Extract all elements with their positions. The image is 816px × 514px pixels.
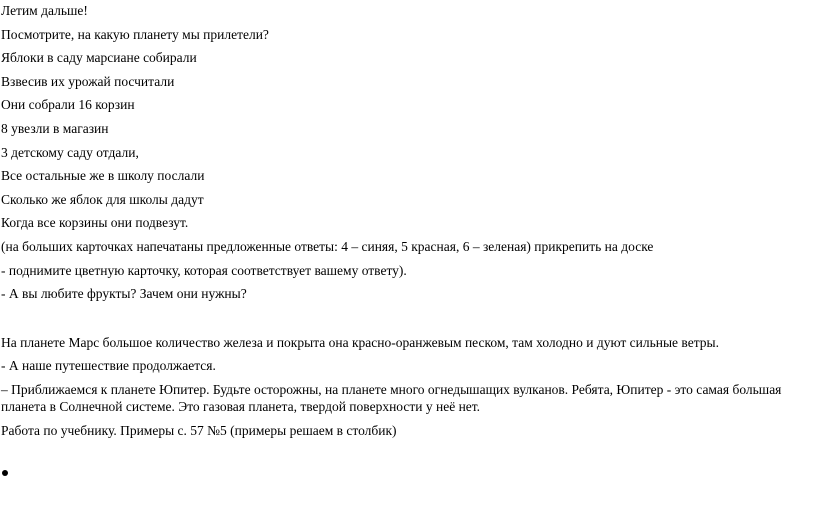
text-line-poem-7: Сколько же яблок для школы дадут (1, 192, 204, 207)
text-line-poem-1: Яблоки в саду марсиане собирали (1, 50, 197, 65)
text-line-poem-8: Когда все корзины они подвезут. (1, 215, 189, 230)
text-line-poem-2: Взвесив их урожай посчитали (1, 74, 175, 89)
paragraph-jupiter: – Приближаемся к планете Юпитер. Будьте осторожны, на планете много огнедышащих вулканов. Ребята, Юпитер - это самая большая планета в Солнечной системе. Это газовая планета, твердой поверхности у неё нет. (1, 382, 782, 414)
text-line-poem-5: 3 детскому саду отдали, (1, 145, 139, 160)
paragraph-journey: - А наше путешествие продолжается. (1, 358, 216, 373)
text-line-raise-card: - поднимите цветную карточку, которая соответствует вашему ответу). (1, 263, 407, 278)
paragraph-mars: На планете Марс большое количество железа и покрыта она красно-оранжевым песком, там холодно и дуют сильные ветры. (1, 335, 719, 350)
text-line-fruits: - А вы любите фрукты? Зачем они нужны? (1, 286, 247, 301)
paragraph-textbook: Работа по учебнику. Примеры с. 57 №5 (примеры решаем в столбик) (1, 423, 397, 438)
bullet-icon (2, 470, 8, 476)
text-line-cards-note: (на больших карточках напечатаны предложенные ответы: 4 – синяя, 5 красная, 6 – зеленая) прикрепить на доске (1, 239, 654, 254)
text-line-poem-6: Все остальные же в школу послали (1, 168, 205, 183)
text-line-intro: Летим дальше! (1, 3, 88, 18)
text-line-poem-4: 8 увезли в магазин (1, 121, 109, 136)
text-line-poem-3: Они собрали 16 корзин (1, 97, 135, 112)
text-line-question: Посмотрите, на какую планету мы прилетели? (1, 27, 269, 42)
